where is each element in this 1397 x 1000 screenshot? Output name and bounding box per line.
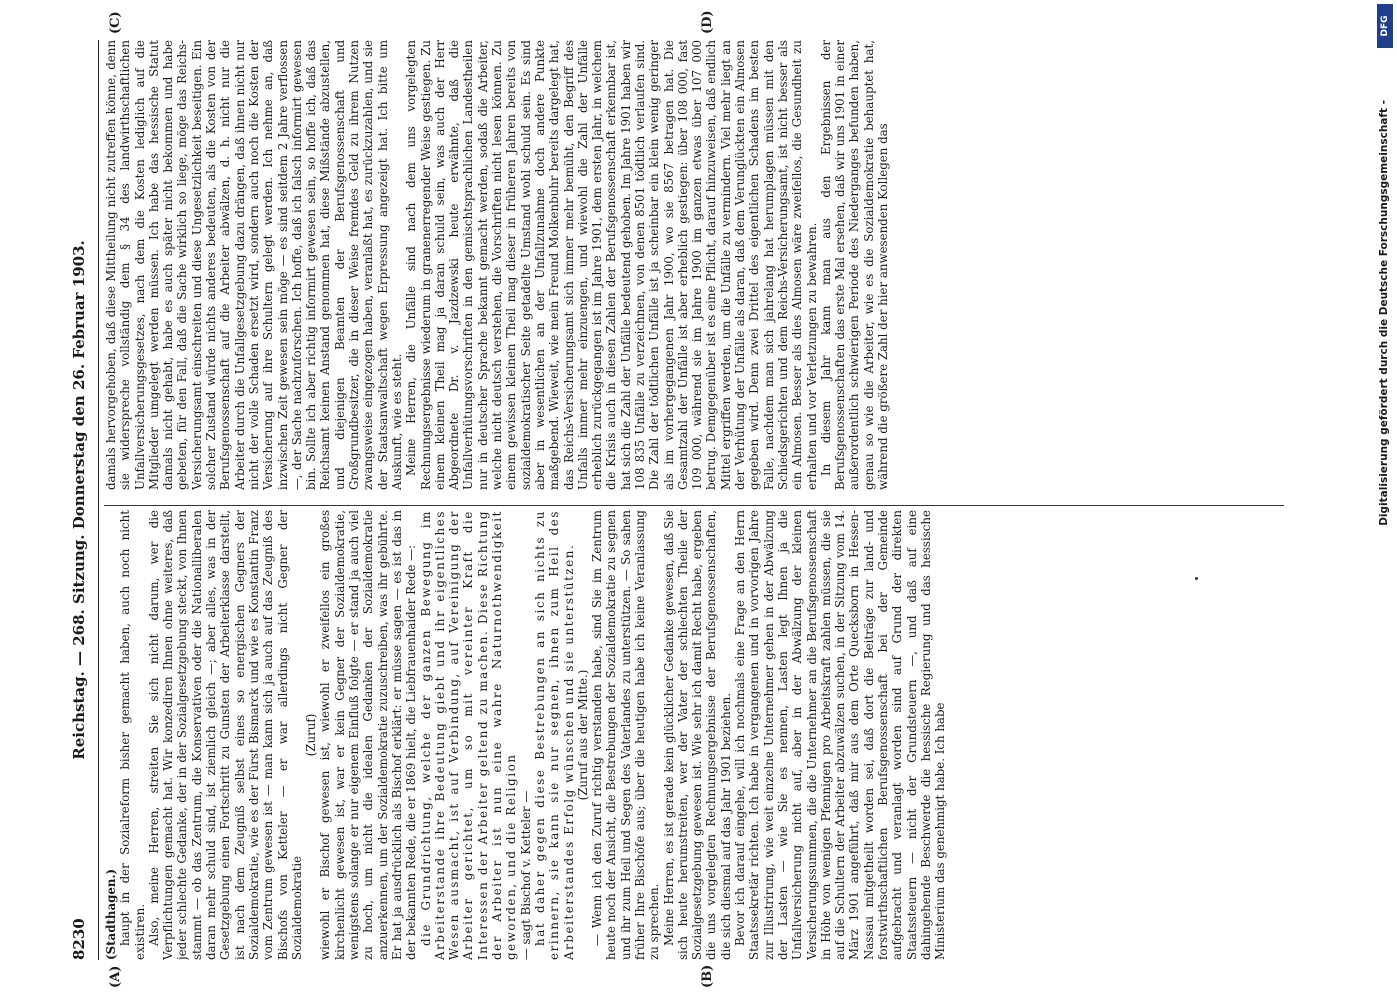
paragraph: Also, meine Herren, streiten Sie sich nicht darum, wer die Verpflichtungen gemacht hat. Wir konzediren Ihnen ohne weiteres, daß jeder schlechte Gedanke, der in der Sozialgesetzgebung steckt, von Ihnen stammt — ob das Zentrum, die Konservativen oder die Nationalliberalen daran mehr schuld sind, ist ziemlich gleich —; aber alles, was in der Gesetzgebung einen Fortschritt zu Gunsten der Arbeiterklasse darstellt, ist nach dem Zeugniß selbst eines so energischen Gegners der Sozialdemokratie, wie es der Fürst Bismarck und wie es Konstantin Franz vom Zentrum gewesen ist — man kann sich ja auch auf das Zeugniß des Bischofs von Ketteler — er war allerdings nicht Gegner der Sozialdemokratie bbox=[146, 510, 304, 960]
interjection: (Zuruf) bbox=[304, 713, 319, 757]
quotation: die Grundrichtung, welche der ganzen Bewegung im Arbeiterstande ihre Bedeutung giebt und ihr eigentliches Wesen ausmacht, ist auf Verbindung, auf Vereinigung der Arbeiter gerichtet, um so mit vereinter Kraft die Interessen der Arbeiter geltend zu machen. Diese Richtung der Arbeiter ist nun eine wahre Naturnothwendigkeit geworden, und die Religion bbox=[418, 510, 519, 960]
paragraph: — Wenn ich den Zuruf richtig verstanden habe, sind Sie im Zentrum heute noch der Ansicht, die Bestrebungen der Sozialdemokratie zu segnen und ihr zum Heil und Segen des Vaterlandes zu unterstützen. — So sahen früher Ihre Bischöfe aus; über die heutigen habe ich keine Veranlassung zu sprechen. bbox=[590, 510, 662, 960]
left-column bbox=[104, 510, 1294, 960]
dfg-logo-text: DFG bbox=[1380, 15, 1390, 37]
margin-marker-c: (C) bbox=[108, 11, 123, 34]
paragraph: damals hervorgehoben, daß diese Mittheilung nicht zutreffen könne, denn sie widerspreche vollständig dem § 34 des landwirthschaftlichen Unfallversicherungsgesetzes, nach dem die Kosten lediglich auf die Mitglieder umgelegt werden müssen. Ich habe das hessische Statut damals nicht gehabt, habe es auch später nicht bekommen und habe gebeten, für den Fall, daß die Sache wirklich so liege, möge das Reichs-Versicherungsamt einschreiten und diese Ungesetzlichkeit beseitigen. Ein solcher Zustand würde nichts anderes bedeuten, als die Kosten von der Berufsgenossenschaft auf die Arbeiter abwälzen, d. h. nicht nur die Arbeiter durch die Unfallgesetzgebung dazu drängen, daß ihnen nicht nur nicht der volle Schaden ersetzt wird, sondern auch noch die Kosten der Versicherung auf ihre Schultern gelegt werden. Ich nehme an, daß inzwischen Zeit gewesen sein möge — es sind seitdem 2 Jahre verflossen —, der Sache nachzuforschen. Ich hoffe, daß ich falsch informirt gewesen bin. Sollte ich aber richtig informirt gewesen sein, so hoffe ich, daß das Reichsamt keinen Anstand genommen hat, diese Mißstände abzustellen, und diejenigen Beamten der Berufsgenossenschaft und Großgrundbesitzer, die in dieser Weise fremdes Geld zu ihrem Nutzen zwangsweise eingezogen haben, veranlaßt hat, es zurückzuzahlen, und sie der Staatsanwaltschaft wegen Erpressung angezeigt hat. Ich bitte um Auskunft, wie es steht. bbox=[104, 40, 404, 490]
interjection: (Zuruf aus der Mitte.) bbox=[575, 669, 590, 801]
page-number: 8230 bbox=[70, 918, 88, 960]
digitization-credit bbox=[1375, 100, 1393, 980]
paragraph: — sagt Bischof v. Ketteler — bbox=[518, 790, 533, 960]
running-head: Reichstag. — 268. Sitzung. Donnerstag den 26. Februar 1903. bbox=[70, 240, 88, 760]
right-column bbox=[104, 40, 1294, 490]
paragraph: Bevor ich darauf eingehe, will ich nochmals eine Frage an den Herrn Staatssekretär richten. Ich habe in vergangenen und in vorvorigen Jahre zur Illustrirung, wie weit einzelne Unternehmer gehen in der Abwälzung der Lasten — wie Sie es nennen, Lasten legt Ihnen ja die Unfallversicherung nicht auf, aber in der Abwälzung der kleinen Versicherungssummen, die die Unternehmer an die Berufsgenossenschaft in Höhe von wenigen Pfennigen pro Arbeitskraft zahlen müssen, die sie auf die Schultern der Arbeiter abzuwälzen suchen, in der Sitzung vom 14. März 1901 angeführt, daß mir aus dem Orte Quecksborn in Hessen-Nassau mitgetheilt worden sei, daß dort die Beiträge zur land- und forstwirthschaftlichen Berufsgenossenschaft bei der Gemeinde aufgebracht und veranlagt worden sind auf Grund der direkten Staatssteuern — nicht der Grundsteuern —, und daß auf eine dahingehende Beschwerde die hessische Regierung und das hessische Ministerium das genehmigt habe. Ich habe bbox=[733, 510, 948, 960]
paragraph: wiewohl er Bischof gewesen ist, wiewohl er zweifellos ein großes kirchenlicht gewesen ist, war er kein Gegner der Sozialdemokratie, wenigstens solange er nur eigenem Einfluß folgte — er stand ja auch viel zu hoch, um nicht die idealen Gedanken der Sozialdemokratie anzuerkennen, um der Sozialdemokratie zuzuschreiben, was ihr gebührte. Er hat ja ausdrücklich als Bischof erklärt: er müsse sagen — es ist das in der bekannten Rede, die er 1869 hielt, die Liebfrauenhaider Rede —: bbox=[318, 510, 419, 960]
page-header bbox=[62, 40, 96, 960]
dfg-logo bbox=[1377, 4, 1393, 48]
header-rule bbox=[98, 40, 99, 960]
margin-marker-b: (B) bbox=[700, 964, 715, 988]
credit-text: Digitalisierung gefördert durch die Deutsche Forschungsgemeinschaft - bbox=[1378, 100, 1390, 526]
paragraph: In diesem Jahr kann man aus den Ergebnissen der Berufsgenossenschaften das erste Mal ersehen, daß wir uns 1901 in einer außerordentlich schwierigen Periode des Niederganges befunden haben, genau so wie die Arbeiter, wie es die Sozialdemokratie behauptet hat, während die größere Zahl der hier anwesenden Kollegen das bbox=[818, 40, 891, 490]
margin-marker-a: (A) bbox=[108, 965, 123, 988]
speaker-label: (Stadthagen.) bbox=[104, 868, 118, 960]
margin-marker-d: (D) bbox=[700, 10, 715, 34]
paragraph: Meine Herren, es ist gerade kein glücklicher Gedanke gewesen, daß Sie sich heute herumstreiten, wer der Vater der schlechten Theile der Sozialgesetzgebung gewesen ist. Wie sehr ich damit Recht habe, ergeben die uns vorgelegten Rechnungsergebnisse der Berufsgenossenschaften, die sich diesmal auf das Jahr 1901 beziehen. bbox=[661, 510, 733, 960]
quotation: hat daher gegen diese Bestrebungen an sich nichts zu erinnern, sie kann sie nur segnen, ihnen zum Heil des Arbeiterstandes Erfolg wünschen und sie unterstützen. bbox=[532, 510, 576, 960]
paragraph: Meine Herren, die Unfälle sind nach dem uns vorgelegten Rechnungsergebnisse wiederum in granenerregender Weise gestiegen. Zu einem kleinen Theil mag ja daran schuld sein, was auch der Herr Abgeordnete Dr. v. Jazdzewski heute erwähnte, daß die Unfallverhütungsvorschriften in den gemischtsprachlichen Landestheilen nur in deutscher Sprache bekannt gemacht werden, sodaß die Arbeiter, welche nicht deutsch verstehen, die Vorschriften nicht lesen können. Zu einem gewissen kleinen Theil mag dieser in früheren Jahren bereits von sozialdemokratischer Seite getadelte Umstand wohl schuld sein. Es sind aber in wesentlichen an der Unfallzunahme doch andere Punkte maßgebend. Wieweit, wie mein Freund Molkenbuhr bereits dargelegt hat, das Reichs-Versicherungsamt sich immer mehr bemüht, den Begriff des Unfalls immer mehr einzuengen, und wiewohl die Zahl der Unfälle erheblich zurückgegangen ist im Jahre 1901, dem ersten Jahr, in welchem die Krisis auch in diesen Zahlen der Berufsgenossenschaft erkennbar ist, hat sich die Zahl der Unfälle bedeutend gehoben. Im Jahre 1901 haben wir 108 835 Unfälle zu verzeichnen, von denen 8501 tödtlich verlaufen sind. Die Zahl der tödtlichen Unfälle ist ja scheinbar ein klein wenig geringer als im vorhergegangenen Jahr 1900, wo sie 8567 betragen hat. Die Gesamtzahl der Unfälle ist aber erheblich gestiegen: über 108 000, fast 109 000, während sie im Jahre 1900 im ganzen etwas über 107 000 betrug. Demgegenüber ist es eine Pflicht, darauf hinzuweisen, daß endlich Mittel ergriffen werden, um die Unfälle zu vermindern. Viel mehr liegt an der Verhütung der Unfälle als daran, daß dem Verunglückten ein Almosen gegeben wird. Denn zwei Drittel des eigentlichen Schadens im besten Falle, nachdem man sich jahrelang hat herumplagen müssen mit den Schiedsgerichten und dem Reichs-Versicherungsamt, ist nicht besser als ein Almosen. Besser als dies Almosen wäre zweifellos, die Gesundheit zu erhalten und vor Verletzungen zu bewahren. bbox=[404, 40, 819, 490]
paragraph: haupt in der Sozialreform bisher gemacht haben, auch noch nicht existiren. bbox=[118, 510, 147, 960]
column-divider bbox=[104, 505, 1284, 506]
ink-dot bbox=[1195, 577, 1198, 580]
